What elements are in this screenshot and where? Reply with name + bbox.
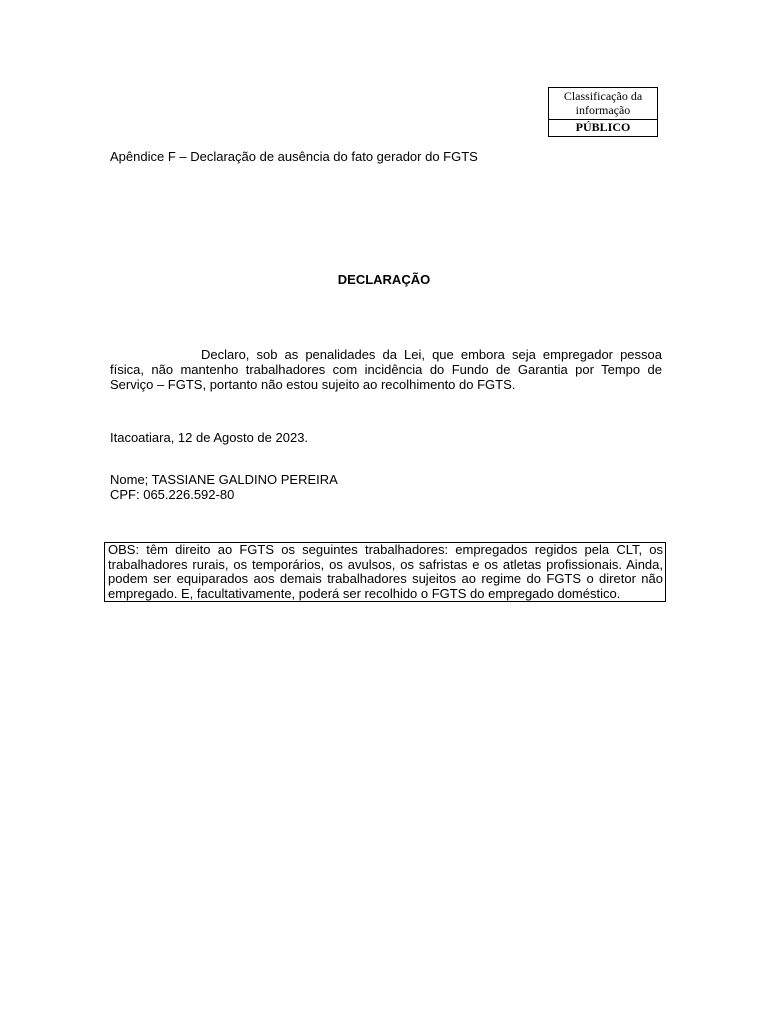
appendix-title: Apêndice F – Declaração de ausência do fato gerador do FGTS: [110, 149, 478, 164]
signatory-cpf: CPF: 065.226.592-80: [110, 487, 235, 502]
classification-box: [548, 87, 658, 137]
signatory-name: Nome; TASSIANE GALDINO PEREIRA: [110, 472, 338, 487]
signature-block: [110, 472, 338, 502]
place-date: Itacoatiara, 12 de Agosto de 2023.: [110, 430, 309, 445]
classification-value: PÚBLICO: [575, 120, 631, 134]
classification-label: Classificação da informação: [549, 88, 657, 120]
observation-box: OBS: têm direito ao FGTS os seguintes trabalhadores: empregados regidos pela CLT, os trabalhadores rurais, os temporários, os avulsos, os safristas e os atletas profissionais. Ainda, podem ser equiparados aos demais trabalhadores sujeitos ao regime do FGTS o diretor não empregado. E, facultativamente, poderá ser recolhido o FGTS do empregado doméstico.: [104, 542, 666, 602]
document-heading: DECLARAÇÃO: [337, 272, 431, 287]
declaration-body: Declaro, sob as penalidades da Lei, que embora seja empregador pessoa física, não mantenho trabalhadores com incidência do Fundo de Garantia por Tempo de Serviço – FGTS, portanto não estou sujeito ao recolhimento do FGTS.: [110, 347, 662, 392]
